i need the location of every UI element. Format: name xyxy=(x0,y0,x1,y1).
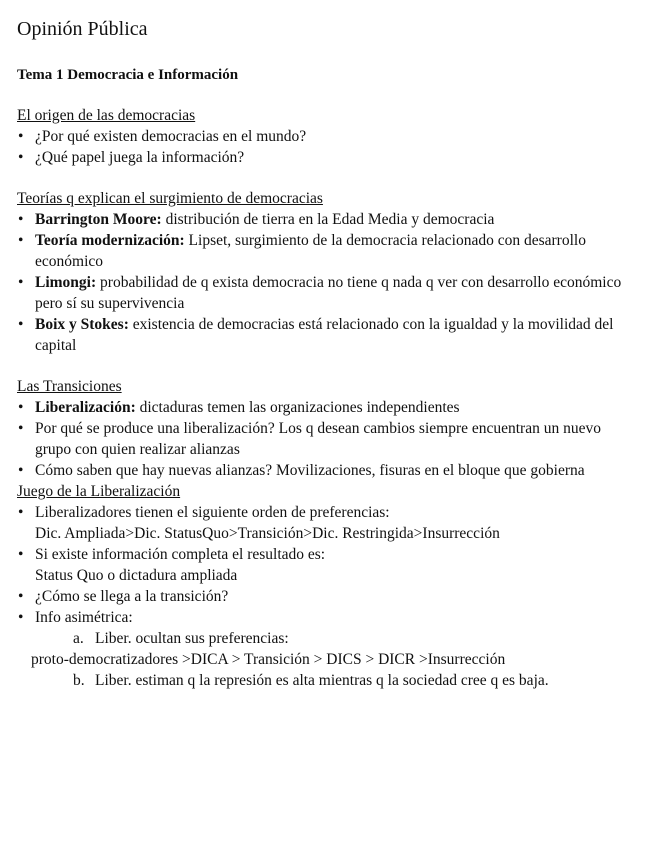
term-label: Teoría modernización: xyxy=(35,232,185,249)
section-origen xyxy=(17,105,629,168)
list-item: • Liberalización: dictaduras temen las organizaciones independientes xyxy=(18,399,460,416)
page-title: Opinión Pública xyxy=(17,18,148,40)
section-heading: Las Transiciones xyxy=(17,378,122,395)
bullet-icon: • xyxy=(18,149,24,166)
bullet-icon: • xyxy=(18,211,24,228)
list-item: • Si existe información completa el resultado es: Status Quo o dictadura ampliada xyxy=(18,546,326,584)
document-page xyxy=(17,16,629,691)
section-teorias xyxy=(17,188,629,356)
bullet-icon: • xyxy=(18,420,24,437)
bullet-icon: • xyxy=(18,399,24,416)
bullet-icon: • xyxy=(18,546,24,563)
term-label: Boix y Stokes: xyxy=(35,316,129,333)
list-item: • Liberalizadores tienen el siguiente orden de preferencias: Dic. Ampliada>Dic. StatusQuo>Transición>Dic. Restringida>Insurrección xyxy=(18,504,500,542)
page-subtitle: Tema 1 Democracia e Información xyxy=(17,67,239,83)
bullet-icon: • xyxy=(18,316,24,333)
sub-item-b: b. Liber. estiman q la represión es alta mientras q la sociedad cree q es baja. xyxy=(73,672,549,689)
list-item: • Boix y Stokes: existencia de democracias está relacionado con la igualdad y la movilidad del capital xyxy=(18,316,614,354)
section-juego xyxy=(17,481,629,691)
list-item: • Teoría modernización: Lipset, surgimiento de la democracia relacionado con desarrollo económico xyxy=(18,232,586,270)
list-item: • Info asimétrica: xyxy=(18,609,133,626)
bullet-icon: • xyxy=(18,274,24,291)
section-heading: Teorías q explican el surgimiento de democracias xyxy=(17,190,323,207)
sub-item-a: a. Liber. ocultan sus preferencias: xyxy=(73,630,289,647)
bullet-icon: • xyxy=(18,128,24,145)
list-item: • Barrington Moore: distribución de tierra en la Edad Media y democracia xyxy=(18,211,495,228)
bullet-list xyxy=(17,502,629,628)
bullet-icon: • xyxy=(18,462,24,479)
bullet-list xyxy=(17,209,629,356)
section-transiciones xyxy=(17,376,629,481)
list-item: • Por qué se produce una liberalización? Los q desean cambios siempre encuentran un nuevo grupo con quien realizar alianzas xyxy=(18,420,601,458)
term-label: Barrington Moore: xyxy=(35,211,162,228)
list-item: • ¿Qué papel juega la información? xyxy=(18,149,245,166)
bullet-icon: • xyxy=(18,232,24,249)
list-item: • Cómo saben que hay nuevas alianzas? Movilizaciones, fisuras en el bloque que gobierna xyxy=(18,462,585,479)
term-label: Limongi: xyxy=(35,274,97,291)
bullet-list xyxy=(17,397,629,481)
list-item: • ¿Cómo se llega a la transición? xyxy=(18,588,229,605)
sub-item-a-detail: proto-democratizadores >DICA > Transición > DICS > DICR >Insurrección xyxy=(31,651,506,668)
section-heading: Juego de la Liberalización xyxy=(17,483,181,500)
section-heading: El origen de las democracias xyxy=(17,107,196,124)
bullet-icon: • xyxy=(18,609,24,626)
term-label: Liberalización: xyxy=(35,399,136,416)
bullet-list xyxy=(17,126,629,168)
bullet-icon: • xyxy=(18,588,24,605)
list-item: • ¿Por qué existen democracias en el mundo? xyxy=(18,128,307,145)
bullet-icon: • xyxy=(18,504,24,521)
list-item: • Limongi: probabilidad de q exista democracia no tiene q nada q ver con desarrollo económico pero sí su supervivencia xyxy=(18,274,622,312)
